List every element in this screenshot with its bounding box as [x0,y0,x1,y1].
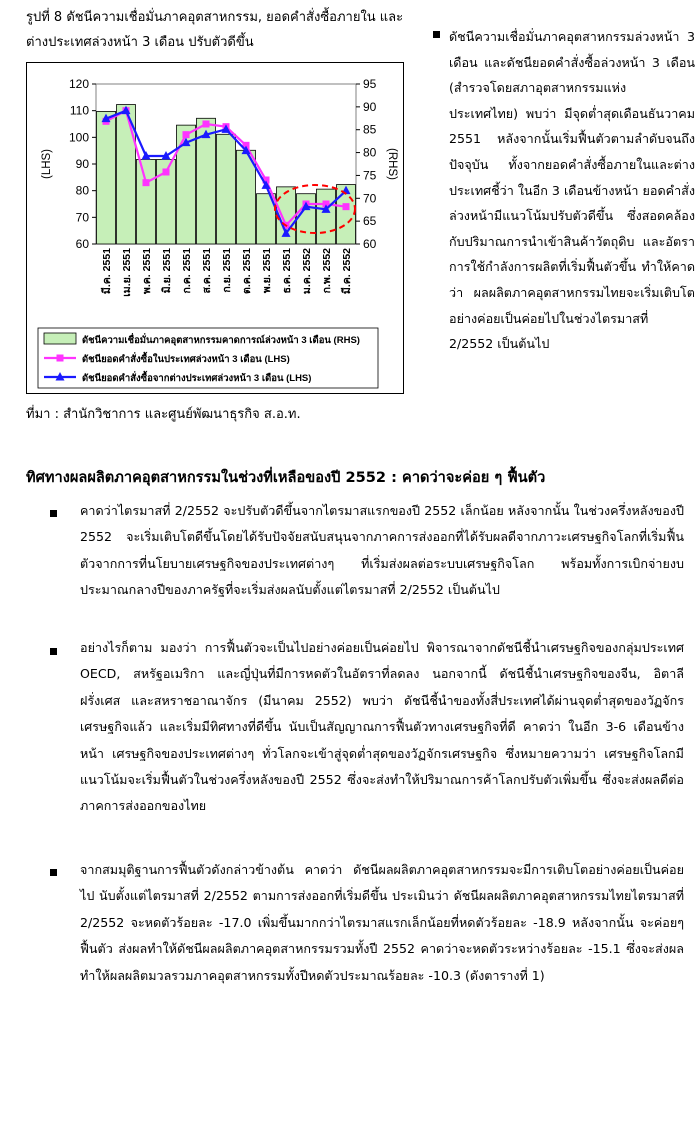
right-tick-label: 70 [363,191,377,206]
x-tick-label: ส.ค. 2551 [201,248,213,294]
data-point [163,169,170,176]
left-tick-label: 70 [75,210,89,225]
right-tick-label: 60 [363,237,377,251]
legend-swatch [44,333,76,344]
industrial-confidence-chart [26,62,404,394]
bar [97,111,116,244]
x-tick-label: ม.ค. 2552 [301,248,313,295]
sidebar-text: ดัชนีความเชื่อมั่นภาคอุตสาหกรรมล่วงหน้า 3 เดือน และดัชนียอดคำสั่งซื้อล่วงหน้า 3 เดือน (สำรวจโดยสภาอุตสาหกรรมแห่งประเทศไทย) พบว่า มีจุดต่ำสุดเดือนธันวาคม 2551 หลังจากนั้นเริ่มฟื้นตัวตามลำดับจนถึงปัจจุบัน ทั้งจากยอดคำสั่งซื้อภายในและต่างประเทศชี้ว่า ในอีก 3 เดือนข้างหน้า ยอดคำสั่งล่วงหน้ามีแนวโน้มปรับตัวดีขึ้น ซึ่งสอดคล้องกับปริมาณการนำเข้าสินค้าวัตถุดิบ และอัตราการใช้กำลังการผลิตที่เริ่มฟื้นตัวขึ้น ทำให้คาดว่า ผลผลิตภาคอุตสาหกรรมไทยจะเริ่มเติบโตอย่างค่อยเป็นค่อยไปในช่วงไตรมาสที่ 2/2552 เป็นต้นไป [449,29,695,352]
bullet-marker [433,31,440,38]
data-point [343,203,350,210]
x-tick-label: พ.ย. 2551 [261,248,273,294]
left-tick-label: 60 [75,237,89,251]
data-point [183,131,190,138]
bullet-paragraph-1: คาดว่าไตรมาสที่ 2/2552 จะปรับตัวดีขึ้นจากไตรมาสแรกของปี 2552 เล็กน้อย หลังจากนั้น ในช่วงครึ่งหลังของปี 2552 จะเริ่มเติบโตดีขึ้นโดยได้รับปัจจัยสนับสนุนจากภาคการส่งออกที่ได้รับผลดีจากภาวะเศรษฐกิจโลกที่เริ่มฟื้นตัวจากการที่นโยบายเศรษฐกิจของประเทศต่างๆ ที่เริ่มส่งผลต่อระบบเศรษฐกิจโลก พร้อมทั้งการเบิกจ่ายงบประมาณกลางปีของภาครัฐที่จะเริ่มส่งผลนับตั้งแต่ไตรมาสที่ 2/2552 เป็นต้นไป [80,503,684,598]
left-tick-label: 120 [68,77,89,91]
right-tick-label: 65 [363,214,377,229]
figure-title: รูปที่ 8 ดัชนีความเชื่อมั่นภาคอุตสาหกรรม, ยอดคำสั่งซื้อภายใน และต่างประเทศล่วงหน้า 3 เดือน ปรับตัวดีขึ้น [26,10,404,50]
data-point [203,121,210,128]
figure-source: ที่มา : สำนักวิชาการ และศูนย์พัฒนาธุรกิจ ส.อ.ท. [26,407,301,422]
bullet-paragraph-2: อย่างไรก็ตาม มองว่า การฟื้นตัวจะเป็นไปอย่างค่อยเป็นค่อยไป พิจารณาจากดัชนีชี้นำเศรษฐกิจของกลุ่มประเทศ OECD, สหรัฐอเมริกา และญี่ปุ่นที่มีการหดตัวในอัตราที่ลดลง นอกจากนี้ ดัชนีชี้นำเศรษฐกิจของจีน, อิตาลี ฝรั่งเศส และสหราชอาณาจักร (มีนาคม 2552) พบว่า ดัชนีชี้นำของทั้งสี่ประเทศได้ผ่านจุดต่ำสุดของวัฏจักรเศรษฐกิจแล้ว และเริ่มมีทิศทางที่ดีขึ้น นับเป็นสัญญาณการฟื้นตัวทางเศรษฐกิจที่ดี คาดว่า ในอีก 3-6 เดือนข้างหน้า เศรษฐกิจของประเทศต่างๆ ทั่วโลกจะเข้าสู่จุดต่ำสุดของวัฏจักรเศรษฐกิจ ซึ่งหมายความว่า เศรษฐกิจโลกมีแนวโน้มจะเริ่มฟื้นตัวในช่วงครึ่งหลังของปี 2552 ซึ่งจะส่งทำให้ปริมาณการค้าโลกปรับตัวเพิ่มขึ้น ซึ่งจะส่งผลดีต่อภาคการส่งออกของไทย [80,640,684,814]
bullet-paragraph-3: จากสมมุติฐานการฟื้นตัวดังกล่าวข้างต้น คาดว่า ดัชนีผลผลิตภาคอุตสาหกรรมจะมีการเติบโตอย่างค่อยเป็นค่อยไป นับตั้งแต่ไตรมาสที่ 2/2552 ตามการส่งออกที่เริ่มดีขึ้น ประเมินว่า ดัชนีผลผลิตภาคอุตสาหกรรมไทยไตรมาสที่ 2/2552 จะหดตัวร้อยละ -17.0 เพิ่มขึ้นมากกว่าไตรมาสแรกเล็กน้อยที่หดตัวร้อยละ -18.9 หลังจากนั้น จะค่อยๆ ฟื้นตัว ส่งผลทำให้ดัชนีผลผลิตภาคอุตสาหกรรมรวมทั้งปี 2552 คาดว่าจะหดตัวระหว่างร้อยละ -15.1 ซึ่งจะส่งผลทำให้ผลผลิตมวลรวมภาคอุตสาหกรรมทั้งปีหดตัวประมาณร้อยละ -10.3 (ดังตารางที่ 1) [80,862,684,983]
right-tick-label: 90 [363,99,377,114]
bullet-marker [50,869,57,876]
x-tick-label: ก.พ. 2552 [321,248,333,294]
bullet-marker [50,510,57,517]
right-tick-label: 80 [363,145,377,160]
legend-label: ดัชนียอดคำสั่งซื้อจากต่างประเทศล่วงหน้า 3 เดือน (LHS) [82,373,312,384]
right-tick-label: 85 [363,122,377,137]
left-tick-label: 100 [68,130,89,145]
legend-label: ดัชนีความเชื่อมั่นภาคอุตสาหกรรมคาดการณ์ล่วงหน้า 3 เดือน (RHS) [82,335,360,346]
x-tick-label: ธ.ค. 2551 [281,248,293,294]
x-tick-label: ก.ย. 2551 [221,248,233,293]
x-tick-label: เม.ย. 2551 [121,248,133,297]
left-tick-label: 80 [75,183,89,198]
bar [137,159,156,244]
x-tick-label: พ.ค. 2551 [141,248,153,295]
sidebar-commentary [433,24,695,357]
x-tick-label: มี.ค. 2551 [101,248,113,295]
left-tick-label: 110 [69,103,89,118]
left-axis-label: (LHS) [41,148,53,180]
right-tick-label: 75 [363,168,377,183]
bullet-marker [50,648,57,655]
legend-marker [57,355,64,362]
right-tick-label: 95 [363,77,377,91]
x-tick-label: ก.ค. 2551 [181,248,193,294]
bar [317,189,336,244]
x-tick-label: มี.ค. 2552 [341,248,353,295]
data-point [143,179,150,186]
right-axis-label: (RHS) [386,148,398,180]
section-heading: ทิศทางผลผลิตภาคอุตสาหกรรมในช่วงที่เหลือของปี 2552 : คาดว่าจะค่อย ๆ ฟื้นตัว [26,469,546,486]
legend-label: ดัชนียอดคำสั่งซื้อในประเทศล่วงหน้า 3 เดือน (LHS) [82,354,290,365]
x-tick-label: มิ.ย. 2551 [161,248,173,294]
bar [217,134,236,244]
x-tick-label: ต.ค. 2551 [241,248,253,294]
left-tick-label: 90 [75,157,89,171]
